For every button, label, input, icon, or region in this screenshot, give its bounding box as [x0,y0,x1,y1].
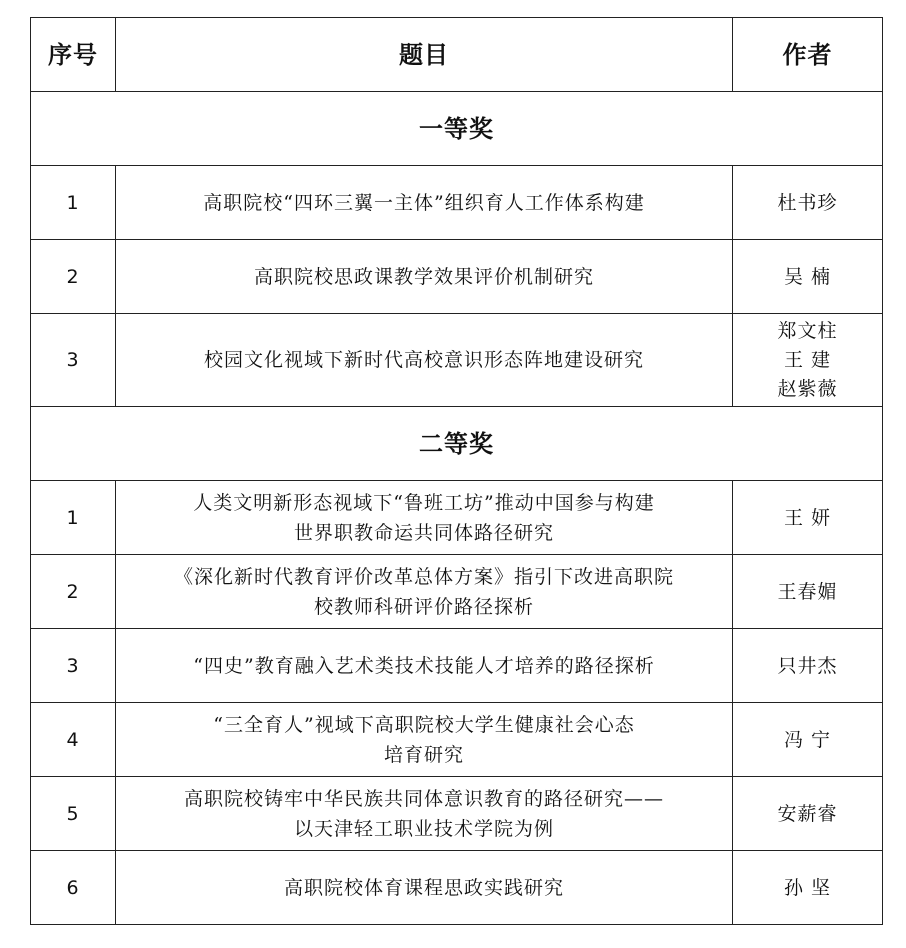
row-author [733,314,883,407]
row-author-name: 王 建 [783,348,832,371]
table-row [31,314,883,407]
row-index: 3 [31,314,116,407]
row-title-line: 高职院校思政课教学效果评价机制研究 [253,265,594,288]
row-index: 5 [31,777,116,851]
row-index: 1 [31,481,116,555]
row-title-line: “四史”教育融入艺术类技术技能人才培养的路径探析 [193,654,655,677]
row-title [116,314,733,407]
row-index: 6 [31,851,116,925]
section-row-second-prize [31,407,883,481]
row-author-name: 孙 坚 [783,876,832,899]
row-title-line: 高职院校铸牢中华民族共同体意识教育的路径研究—— [183,787,664,810]
table-row [31,851,883,925]
row-title-line: 高职院校体育课程思政实践研究 [283,876,564,899]
row-title [116,777,733,851]
row-author [733,240,883,314]
row-title [116,166,733,240]
row-title [116,851,733,925]
row-index: 1 [31,166,116,240]
row-title [116,240,733,314]
row-author [733,777,883,851]
row-title-line: “三全育人”视域下高职院校大学生健康社会心态 [213,713,635,736]
row-index: 3 [31,629,116,703]
row-author-name: 王 妍 [783,506,832,529]
row-author [733,851,883,925]
row-title [116,481,733,555]
section-row-first-prize [31,92,883,166]
row-title-line: 人类文明新形态视域下“鲁班工坊”推动中国参与构建 [193,491,655,514]
table-row [31,240,883,314]
row-title-line: 培育研究 [383,743,464,766]
row-author [733,555,883,629]
row-author [733,629,883,703]
awards-table [30,17,883,925]
row-index: 2 [31,555,116,629]
table-row [31,166,883,240]
row-title-line: 校教师科研评价路径探析 [313,595,534,618]
header-author: 作者 [733,18,883,92]
table-row [31,629,883,703]
row-author [733,166,883,240]
row-author-name: 安薪睿 [777,802,838,825]
header-index: 序号 [31,18,116,92]
row-author-name: 杜书珍 [777,191,838,214]
row-author-name: 只井杰 [777,654,838,677]
row-title [116,555,733,629]
table-row [31,481,883,555]
table-header-row [31,18,883,92]
row-title [116,629,733,703]
row-title-line: 校园文化视域下新时代高校意识形态阵地建设研究 [203,349,644,371]
table-row [31,703,883,777]
row-title-line: 世界职教命运共同体路径研究 [293,521,554,544]
row-author [733,703,883,777]
row-author-name: 吴 楠 [783,265,832,288]
table-row [31,555,883,629]
section-label: 一等奖 [31,92,883,166]
row-title [116,703,733,777]
row-title-line: 以天津轻工职业技术学院为例 [293,817,554,840]
row-index: 4 [31,703,116,777]
section-label: 二等奖 [31,407,883,481]
row-title-line: 高职院校“四环三翼一主体”组织育人工作体系构建 [203,191,645,214]
table-row [31,777,883,851]
row-author-name: 赵紫薇 [777,377,838,400]
row-author-name: 冯 宁 [783,728,832,751]
row-author-name: 王春媚 [777,580,838,603]
row-author-name: 郑文柱 [777,319,838,342]
row-title-line: 《深化新时代教育评价改革总体方案》指引下改进高职院 [173,565,674,588]
row-index: 2 [31,240,116,314]
row-author [733,481,883,555]
header-title: 题目 [116,18,733,92]
